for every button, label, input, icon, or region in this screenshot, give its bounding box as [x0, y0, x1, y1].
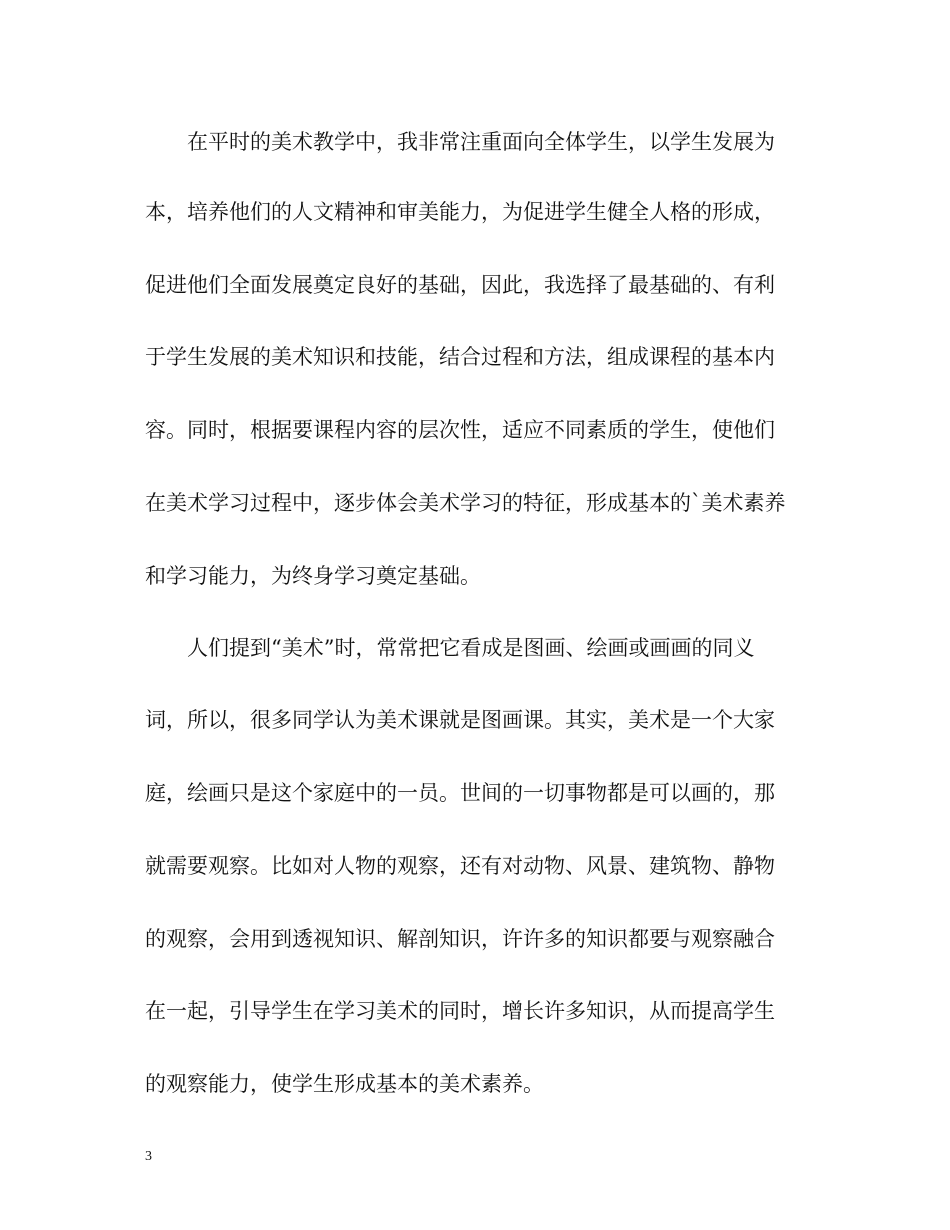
- paragraph-2-line-1: 人们提到“美术”时，常常把它看成是图画、绘画或画画的同义: [187, 636, 755, 660]
- paragraph-2-line-6: 在一起，引导学生在学习美术的同时，增长许多知识，从而提高学生: [145, 999, 775, 1023]
- paragraph-1-line-2: 本，培养他们的人文精神和审美能力，为促进学生健全人格的形成，: [145, 200, 775, 224]
- page-number: 3: [145, 1149, 152, 1164]
- paragraph-2-line-2: 词，所以，很多同学认为美术课就是图画课。其实，美术是一个大家: [145, 708, 775, 732]
- paragraph-2-line-4: 就需要观察。比如对人物的观察，还有对动物、风景、建筑物、静物: [145, 854, 775, 878]
- paragraph-2-line-5: 的观察，会用到透视知识、解剖知识，许许多的知识都要与观察融合: [145, 927, 775, 951]
- paragraph-1-line-3: 促进他们全面发展奠定良好的基础，因此，我选择了最基础的、有利: [145, 273, 775, 297]
- paragraph-1-line-6: 在美术学习过程中，逐步体会美术学习的特征，形成基本的`美术素养: [145, 491, 786, 515]
- paragraph-1-line-5: 容。同时，根据要课程内容的层次性，适应不同素质的学生，使他们: [145, 418, 775, 442]
- paragraph-1-line-4: 于学生发展的美术知识和技能，结合过程和方法，组成课程的基本内: [145, 345, 775, 369]
- paragraph-2-line-3: 庭，绘画只是这个家庭中的一员。世间的一切事物都是可以画的，那: [145, 781, 775, 805]
- paragraph-2-line-7: 的观察能力，使学生形成基本的美术素养。: [145, 1072, 544, 1096]
- paragraph-1-line-1: 在平时的美术教学中，我非常注重面向全体学生，以学生发展为: [187, 130, 775, 154]
- paragraph-1-line-7: 和学习能力，为终身学习奠定基础。: [145, 564, 481, 588]
